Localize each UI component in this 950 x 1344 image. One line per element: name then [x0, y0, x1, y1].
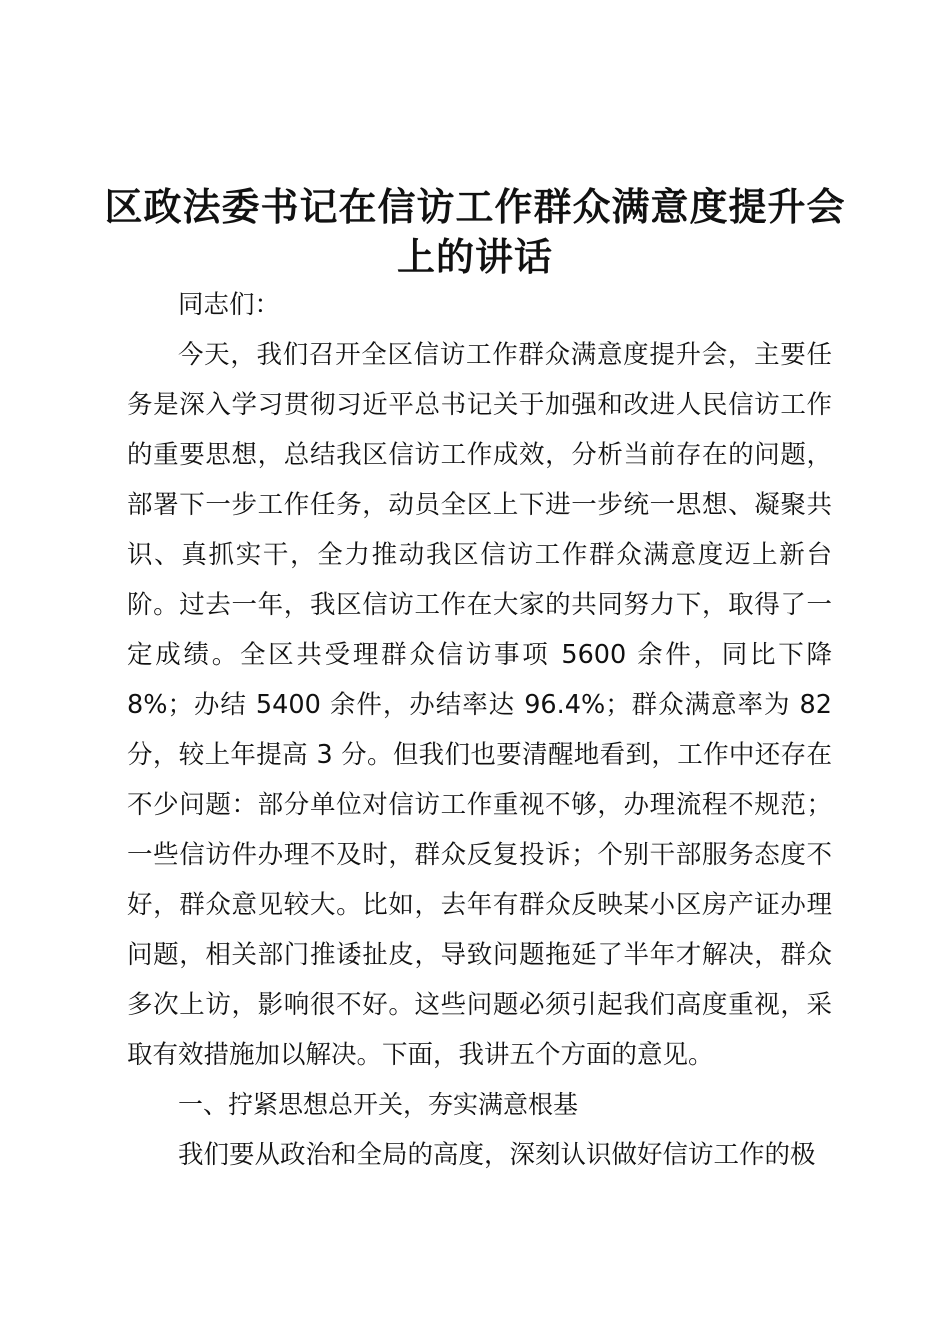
- section-1-paragraph: 我们要从政治和全局的高度，深刻认识做好信访工作的极: [178, 1140, 816, 1170]
- document-title: 区政法委书记在信访工作群众满意度提升会上的讲话: [104, 184, 846, 279]
- greeting: 同志们：: [178, 290, 281, 320]
- paragraph-opening: 今天，我们召开全区信访工作群众满意度提升会，主要任务是深入学习贯彻习近平总书记关于加强和改进人民信访工作的重要思想，总结我区信访工作成效，分析当前存在的问题，部署下一步工作任务，动员全区上下进一步统一思想、凝聚共识、真抓实干，全力推动我区信访工作群众满意度迈上新台阶。过去一年，我区信访工作在大家的共同努力下，取得了一定成绩。全区共受理群众信访事项 5600 余件，同比下降 8%；办结 5400 余件，办结率达 96.4%；群众满意率为 82 分，较上年提高 3 分。但我们也要清醒地看到，工作中还存在不少问题：部分单位对信访工作重视不够，办理流程不规范；一些信访件办理不及时，群众反复投诉；个别干部服务态度不好，群众意见较大。比如，去年有群众反映某小区房产证办理问题，相关部门推诿扯皮，导致问题拖延了半年才解决，群众多次上访，影响很不好。这些问题必须引起我们高度重视，采取有效措施加以解决。下面，我讲五个方面的意见。: [127, 340, 832, 1070]
- section-heading-1: 一、拧紧思想总开关，夯实满意根基: [178, 1090, 579, 1119]
- document-body: [127, 280, 832, 1180]
